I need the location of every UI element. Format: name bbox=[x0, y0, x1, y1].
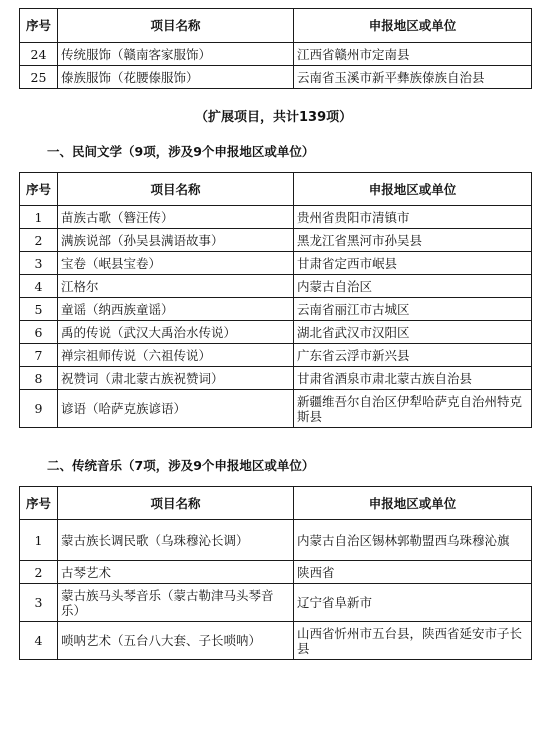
header-region: 申报地区或单位 bbox=[294, 173, 532, 206]
header-no: 序号 bbox=[20, 173, 58, 206]
extension-heading: （扩展项目，共计139项） bbox=[195, 110, 353, 125]
table-row bbox=[20, 520, 532, 561]
row-no: 2 bbox=[20, 229, 58, 252]
row-name: 傣族服饰（花腰傣服饰） bbox=[58, 66, 294, 89]
row-region: 内蒙古自治区锡林郭勒盟西乌珠穆沁旗 bbox=[294, 520, 532, 561]
row-region: 广东省云浮市新兴县 bbox=[294, 344, 532, 367]
row-region: 新疆维吾尔自治区伊犁哈萨克自治州特克斯县 bbox=[294, 390, 532, 428]
table-row bbox=[20, 43, 532, 66]
table-row bbox=[20, 622, 532, 660]
row-name: 禹的传说（武汉大禹治水传说） bbox=[58, 321, 294, 344]
row-no: 24 bbox=[20, 43, 58, 66]
row-region: 内蒙古自治区 bbox=[294, 275, 532, 298]
table-row bbox=[20, 367, 532, 390]
row-name: 传统服饰（赣南客家服饰） bbox=[58, 43, 294, 66]
row-name: 禅宗祖师传说（六祖传说） bbox=[58, 344, 294, 367]
table-row bbox=[20, 252, 532, 275]
row-region: 云南省玉溪市新平彝族傣族自治县 bbox=[294, 66, 532, 89]
row-no: 25 bbox=[20, 66, 58, 89]
row-no: 1 bbox=[20, 206, 58, 229]
header-name: 项目名称 bbox=[58, 173, 294, 206]
table-header-row bbox=[20, 487, 532, 520]
section-title-traditional-music: 二、传统音乐（7项，涉及9个申报地区或单位） bbox=[47, 458, 315, 473]
row-no: 5 bbox=[20, 298, 58, 321]
row-no: 6 bbox=[20, 321, 58, 344]
row-region: 辽宁省阜新市 bbox=[294, 584, 532, 622]
row-no: 3 bbox=[20, 584, 58, 622]
table-row bbox=[20, 229, 532, 252]
row-name: 江格尔 bbox=[58, 275, 294, 298]
row-region: 江西省赣州市定南县 bbox=[294, 43, 532, 66]
row-name: 苗族古歌（簪汪传） bbox=[58, 206, 294, 229]
table-row bbox=[20, 275, 532, 298]
row-region: 甘肃省酒泉市肃北蒙古族自治县 bbox=[294, 367, 532, 390]
header-no: 序号 bbox=[20, 487, 58, 520]
table-row bbox=[20, 344, 532, 367]
row-no: 4 bbox=[20, 275, 58, 298]
row-name: 童谣（纳西族童谣） bbox=[58, 298, 294, 321]
row-region: 黑龙江省黑河市孙吴县 bbox=[294, 229, 532, 252]
row-no: 9 bbox=[20, 390, 58, 428]
header-no: 序号 bbox=[20, 9, 58, 43]
table-row bbox=[20, 66, 532, 89]
table-header-row bbox=[20, 9, 532, 43]
table-top-continuation bbox=[19, 8, 532, 89]
header-name: 项目名称 bbox=[58, 9, 294, 43]
row-name: 古琴艺术 bbox=[58, 561, 294, 584]
row-region: 陕西省 bbox=[294, 561, 532, 584]
row-no: 4 bbox=[20, 622, 58, 660]
header-name: 项目名称 bbox=[58, 487, 294, 520]
table-folk-literature bbox=[19, 172, 532, 428]
table-row bbox=[20, 298, 532, 321]
row-name: 唢呐艺术（五台八大套、子长唢呐） bbox=[58, 622, 294, 660]
row-region: 贵州省贵阳市清镇市 bbox=[294, 206, 532, 229]
row-no: 1 bbox=[20, 520, 58, 561]
table-traditional-music bbox=[19, 486, 532, 660]
table-row bbox=[20, 561, 532, 584]
row-region: 甘肃省定西市岷县 bbox=[294, 252, 532, 275]
row-no: 7 bbox=[20, 344, 58, 367]
table-row bbox=[20, 584, 532, 622]
row-name: 谚语（哈萨克族谚语） bbox=[58, 390, 294, 428]
row-name: 蒙古族长调民歌（乌珠穆沁长调） bbox=[58, 520, 294, 561]
row-name: 宝卷（岷县宝卷） bbox=[58, 252, 294, 275]
row-region: 云南省丽江市古城区 bbox=[294, 298, 532, 321]
row-no: 3 bbox=[20, 252, 58, 275]
row-name: 祝赞词（肃北蒙古族祝赞词） bbox=[58, 367, 294, 390]
header-region: 申报地区或单位 bbox=[294, 9, 532, 43]
row-name: 满族说部（孙吴县满语故事） bbox=[58, 229, 294, 252]
row-no: 8 bbox=[20, 367, 58, 390]
table-header-row bbox=[20, 173, 532, 206]
header-region: 申报地区或单位 bbox=[294, 487, 532, 520]
row-no: 2 bbox=[20, 561, 58, 584]
section-title-folk-literature: 一、民间文学（9项，涉及9个申报地区或单位） bbox=[47, 144, 315, 159]
table-row bbox=[20, 206, 532, 229]
row-region: 湖北省武汉市汉阳区 bbox=[294, 321, 532, 344]
table-row bbox=[20, 390, 532, 428]
table-row bbox=[20, 321, 532, 344]
row-region: 山西省忻州市五台县，陕西省延安市子长县 bbox=[294, 622, 532, 660]
row-name: 蒙古族马头琴音乐（蒙古勒津马头琴音乐） bbox=[58, 584, 294, 622]
